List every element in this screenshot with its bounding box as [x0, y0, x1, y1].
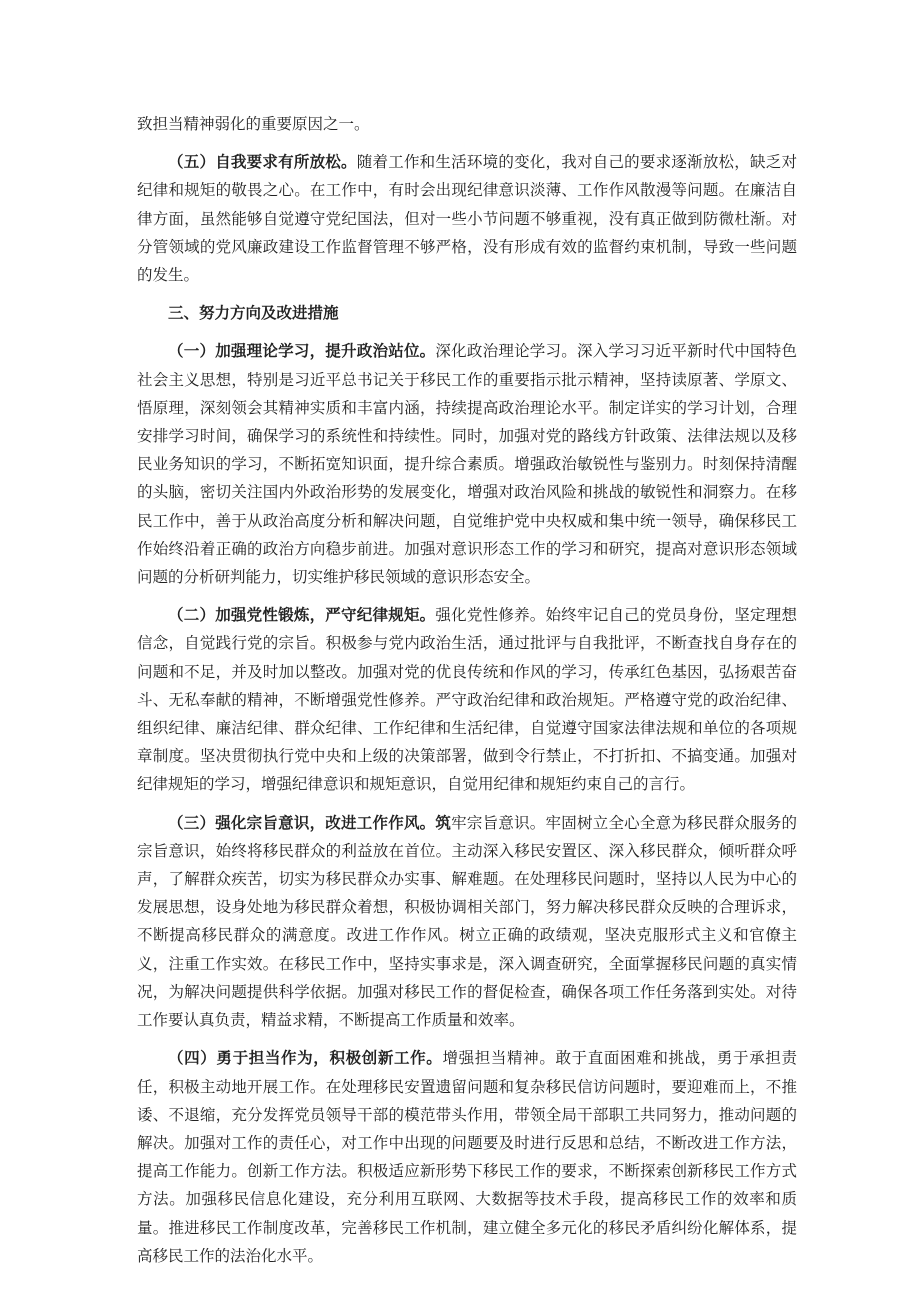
paragraph-lead-heading: （四）勇于担当作为，积极创新工作。 [168, 1048, 443, 1068]
paragraph-continuation: 致担当精神弱化的重要原因之一。 [137, 115, 370, 133]
section-heading: 三、努力方向及改进措施 [168, 303, 339, 323]
paragraph-body: 牢宗旨意识。牢固树立全心全意为移民群众服务的宗旨意识，始终将移民群众的利益放在首位。主动深入移民安置区、深入移民群众，倾听群众呼声，了解群众疾苦，切实为移民群众办实事、解难题。在处理移民问题时，坚持以人民为中心的发展思想，设身处地为移民群众着想，积极协调相关部门，努力解决移民群众反映的合理诉求，不断提高移民群众的满意度。改进工作作风。树立正确的政绩观，坚决克服形式主义和官僚主义，注重工作实效。在移民工作中，坚持实事求是，深入调查研究，全面掌握移民问题的真实情况，为解决问题提供科学依据。加强对移民工作的督促检查，确保各项工作任务落到实处。对待工作要认真负责，精益求精，不断提高工作质量和效率。 [137, 813, 797, 1030]
paragraph-body: 强化党性修养。始终牢记自己的党员身份，坚定理想信念，自觉践行党的宗旨。积极参与党内政治生活，通过批评与自我批评，不断查找自身存在的问题和不足，并及时加以整改。加强对党的优良传统和作风的学习，传承红色基因，弘扬艰苦奋斗、无私奉献的精神，不断增强党性修养。严守政治纪律和政治规矩。严格遵守党的政治纪律、组织纪律、廉洁纪律、群众纪律、工作纪律和生活纪律，自觉遵守国家法律法规和单位的各项规章制度。坚决贯彻执行党中央和上级的决策部署，做到令行禁止，不打折扣、不搞变通。加强对纪律规矩的学习，增强纪律意识和规矩意识，自觉用纪律和规矩约束自己的言行。 [137, 606, 797, 794]
paragraph-work-style [137, 809, 797, 1035]
paragraph-body: 随着工作和生活环境的变化，我对自己的要求逐渐放松，缺乏对纪律和规矩的敬畏之心。在工作中，有时会出现纪律意识淡薄、工作作风散漫等问题。在廉洁自律方面，虽然能够自觉遵守党纪国法，但对一些小节问题不够重视，没有真正做到防微杜渐。对分管领域的党风廉政建设工作监督管理不够严格，没有形成有效的监督约束机制，导致一些问题的发生。 [137, 153, 797, 285]
paragraph-party-discipline [137, 601, 797, 798]
paragraph-theory-study [137, 337, 797, 591]
paragraph-innovation [137, 1044, 797, 1270]
paragraph-body: 增强担当精神。敢于直面困难和挑战，勇于承担责任，积极主动地开展工作。在处理移民安置遗留问题和复杂移民信访问题时，要迎难而上，不推诿、不退缩，充分发挥党员领导干部的模范带头作用，带领全局干部职工共同努力，推动问题的解决。加强对工作的责任心，对工作中出现的问题要及时进行反思和总结，不断改进工作方法，提高工作能力。创新工作方法。积极适应新形势下移民工作的要求，不断探索创新移民工作方式方法。加强移民信息化建设，充分利用互联网、大数据等技术手段，提高移民工作的效率和质量。推进移民工作制度改革，完善移民工作机制，建立健全多元化的移民矛盾纠纷化解体系，提高移民工作的法治化水平。 [137, 1049, 797, 1265]
paragraph-lead-heading: （一）加强理论学习，提升政治站位。 [168, 341, 436, 361]
document-page [137, 110, 797, 1270]
paragraph-lead-heading: （二）加强党性锻炼，严守纪律规矩。 [168, 605, 436, 625]
paragraph-lead-heading: （三）强化宗旨意识，改进工作作风。筑 [168, 812, 452, 832]
paragraph-body: 深化政治理论学习。深入学习习近平新时代中国特色社会主义思想，特别是习近平总书记关于移民工作的重要指示批示精神，坚持读原著、学原文、悟原理，深刻领会其精神实质和丰富内涵，持续提高政治理论水平。制定详实的学习计划，合理安排学习时间，确保学习的系统性和持续性。同时，加强对党的路线方针政策、法律法规以及移民业务知识的学习，不断拓宽知识面，提升综合素质。增强政治敏锐性与鉴别力。时刻保持清醒的头脑，密切关注国内外政治形势的发展变化，增强对政治风险和挑战的敏锐性和洞察力。在移民工作中，善于从政治高度分析和解决问题，自觉维护党中央权威和集中统一领导，确保移民工作始终沿着正确的政治方向稳步前进。加强对意识形态工作的学习和研究，提高对意识形态领域问题的分析研判能力，切实维护移民领域的意识形态安全。 [137, 342, 797, 587]
paragraph-lead-heading: （五）自我要求有所放松。 [168, 152, 357, 172]
paragraph-self-discipline [137, 148, 797, 289]
